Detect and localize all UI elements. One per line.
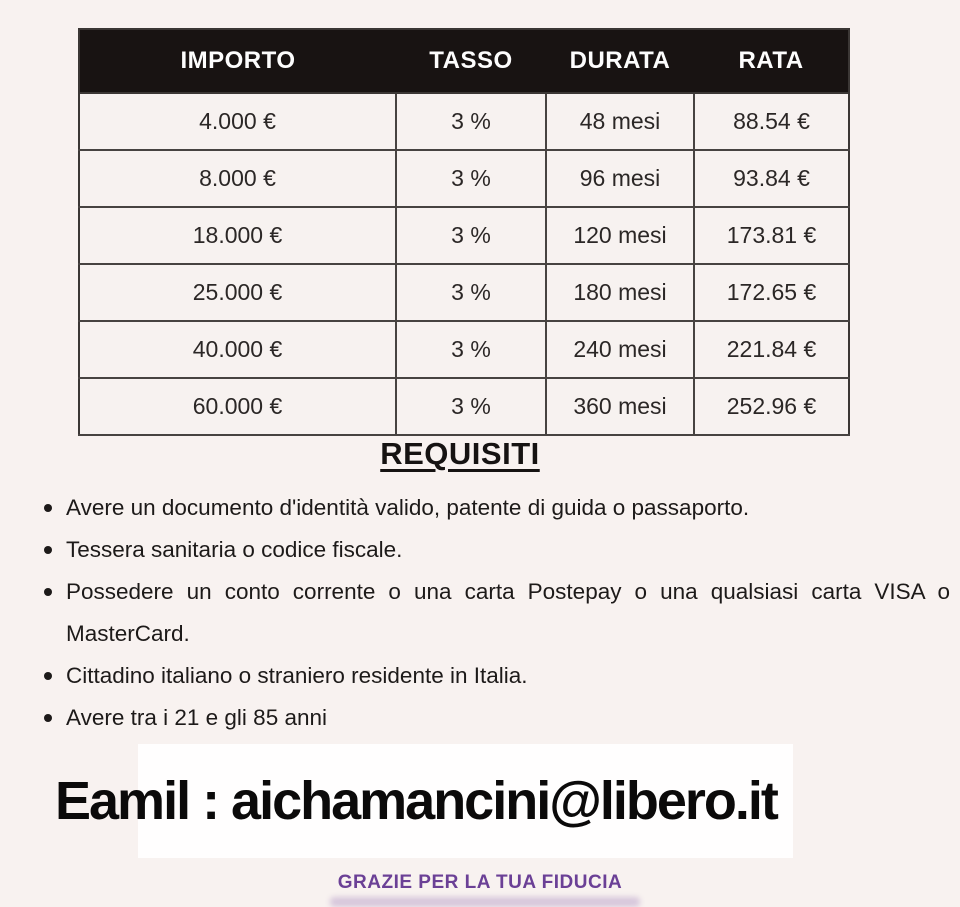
table-cell-tasso: 3 %	[396, 321, 546, 378]
requisiti-heading: REQUISITI	[380, 436, 540, 471]
table-cell-tasso: 3 %	[396, 264, 546, 321]
table-cell-durata: 180 mesi	[546, 264, 694, 321]
table-row	[79, 93, 849, 150]
table-cell-durata: 48 mesi	[546, 93, 694, 150]
bullet-dot	[44, 714, 52, 722]
table-row	[79, 378, 849, 435]
bullet-dot	[44, 504, 52, 512]
table-cell-importo: 4.000 €	[79, 93, 396, 150]
requirement-text: Avere un documento d'identità valido, patente di guida o passaporto.	[66, 495, 750, 520]
requirement-item	[42, 697, 950, 739]
table-row	[79, 150, 849, 207]
requirement-item	[42, 571, 950, 655]
table-row	[79, 321, 849, 378]
table-cell-importo: 40.000 €	[79, 321, 396, 378]
bullet-dot	[44, 546, 52, 554]
table-cell-rata: 173.81 €	[694, 207, 849, 264]
table-cell-rata: 221.84 €	[694, 321, 849, 378]
column-header-rata: RATA	[694, 29, 849, 93]
table-cell-importo: 25.000 €	[79, 264, 396, 321]
table-cell-tasso: 3 %	[396, 150, 546, 207]
table-cell-importo: 8.000 €	[79, 150, 396, 207]
requirement-text: Tessera sanitaria o codice fiscale.	[66, 537, 403, 562]
bullet-dot	[44, 672, 52, 680]
table-row	[79, 264, 849, 321]
requirement-item	[42, 487, 950, 529]
table-header-row	[79, 29, 849, 93]
table-row	[79, 207, 849, 264]
table-cell-importo: 18.000 €	[79, 207, 396, 264]
requirement-item	[42, 529, 950, 571]
table-cell-rata: 93.84 €	[694, 150, 849, 207]
footer-thanks-text: GRAZIE PER LA TUA FIDUCIA	[337, 872, 623, 893]
table-cell-durata: 240 mesi	[546, 321, 694, 378]
column-header-importo: IMPORTO	[79, 29, 396, 93]
table-cell-durata: 360 mesi	[546, 378, 694, 435]
email-line: Eamil : aichamancini@libero.it	[55, 771, 777, 831]
requirement-text: Cittadino italiano o straniero residente in Italia.	[66, 663, 528, 688]
table-cell-rata: 252.96 €	[694, 378, 849, 435]
table-cell-durata: 120 mesi	[546, 207, 694, 264]
column-header-durata: DURATA	[546, 29, 694, 93]
requirement-text: Possedere un conto corrente o una carta Postepay o una qualsiasi carta VISA o MasterCard.	[66, 579, 950, 646]
requirement-item	[42, 655, 950, 697]
table-cell-durata: 96 mesi	[546, 150, 694, 207]
table-cell-tasso: 3 %	[396, 207, 546, 264]
rates-table	[78, 28, 848, 436]
bullet-dot	[44, 588, 52, 596]
column-header-tasso: TASSO	[396, 29, 546, 93]
requirement-text: Avere tra i 21 e gli 85 anni	[66, 705, 328, 730]
table-cell-importo: 60.000 €	[79, 378, 396, 435]
cutoff-text-blur	[330, 897, 640, 907]
table-cell-rata: 172.65 €	[694, 264, 849, 321]
table-cell-tasso: 3 %	[396, 93, 546, 150]
table-cell-tasso: 3 %	[396, 378, 546, 435]
requirements-list	[42, 487, 950, 739]
table-cell-rata: 88.54 €	[694, 93, 849, 150]
